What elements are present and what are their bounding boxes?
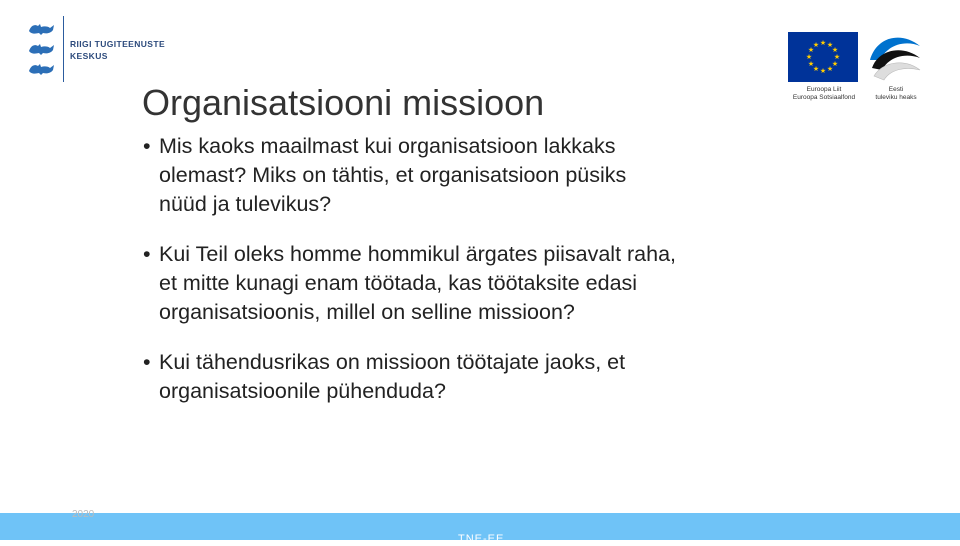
bullet-marker: • <box>143 242 151 266</box>
bullet-item <box>142 348 792 406</box>
org-logo-line1: RIIGI TUGITEENUSTE <box>70 39 166 49</box>
bullet-line: nüüd ja tulevikus? <box>159 192 332 216</box>
svg-text:★: ★ <box>819 67 827 75</box>
bullet-line: Mis kaoks maailmast kui organisatsioon lakkaks <box>159 134 616 158</box>
svg-text:★: ★ <box>812 65 820 73</box>
est-caption-line1: Eesti <box>888 86 904 93</box>
bullet-item <box>142 132 792 219</box>
partner-logos <box>786 28 926 108</box>
logo-divider <box>63 16 64 82</box>
footer-tag: TNE-EE <box>458 533 505 545</box>
slide-title: Organisatsiooni missioon <box>142 82 545 123</box>
bullet-line: et mitte kunagi enam töötada, kas töötaksite edasi <box>159 271 638 295</box>
svg-text:★: ★ <box>807 60 815 68</box>
bullet-line: olemast? Miks on tähtis, et organisatsioon püsiks <box>159 163 627 187</box>
bullet-marker: • <box>143 134 151 158</box>
bullet-line: Kui Teil oleks homme hommikul ärgates piisavalt raha, <box>159 242 677 266</box>
svg-text:★: ★ <box>826 65 834 73</box>
bullet-item <box>142 240 792 327</box>
coat-of-arms-icon <box>28 22 56 76</box>
org-logo-text <box>70 38 165 62</box>
eu-caption-line1: Euroopa Liit <box>806 86 842 93</box>
bullet-line: Kui tähendusrikas on missioon töötajate jaoks, et <box>159 350 626 374</box>
svg-text:★: ★ <box>819 39 827 47</box>
est-caption-line2: tuleviku heaks <box>875 93 917 101</box>
eu-caption-line2: Euroopa Sotsiaalfond <box>792 93 856 101</box>
svg-text:★: ★ <box>831 46 839 54</box>
eu-flag-icon <box>788 32 858 82</box>
svg-text:★: ★ <box>812 41 820 49</box>
bullet-list <box>142 132 792 427</box>
bullet-line: organisatsioonis, millel on selline missioon? <box>159 300 575 324</box>
estonian-flag-swoosh-icon <box>866 30 922 84</box>
eu-caption <box>786 86 862 101</box>
est-caption <box>868 86 924 101</box>
svg-text:★: ★ <box>831 60 839 68</box>
org-logo-line2: KESKUS <box>70 51 108 61</box>
org-logo <box>28 16 165 82</box>
svg-text:★: ★ <box>807 46 815 54</box>
footer-year: 2020 <box>72 509 95 520</box>
svg-text:★: ★ <box>805 53 813 61</box>
svg-text:★: ★ <box>833 53 841 61</box>
svg-text:★: ★ <box>826 41 834 49</box>
bullet-marker: • <box>143 350 151 374</box>
bullet-line: organisatsioonile pühenduda? <box>159 379 446 403</box>
